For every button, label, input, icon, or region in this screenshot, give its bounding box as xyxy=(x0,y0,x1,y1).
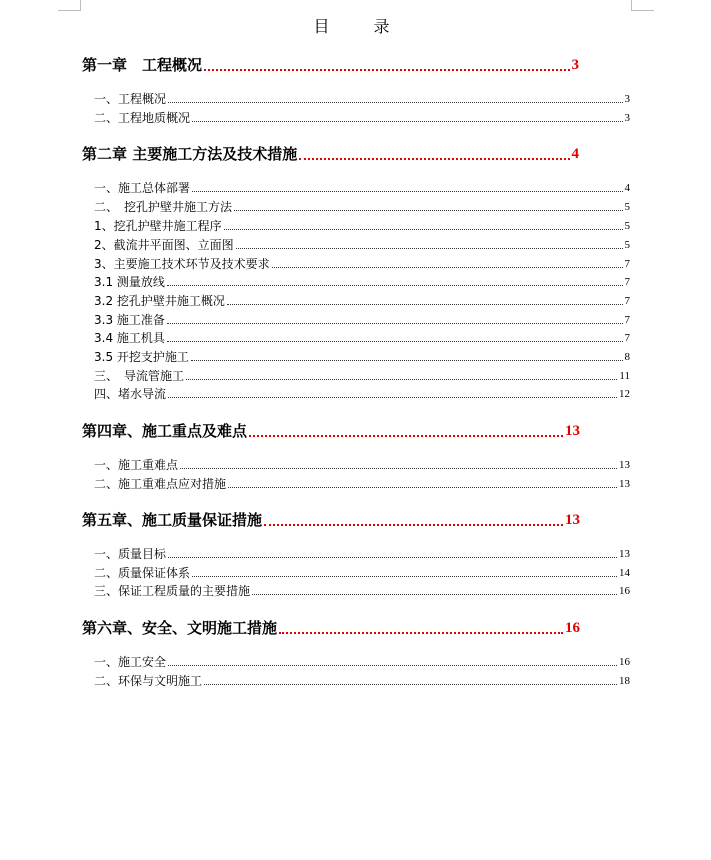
toc-entry[interactable] xyxy=(94,653,630,671)
toc-page-number: 13 xyxy=(565,512,580,528)
toc-page-number: 16 xyxy=(565,620,580,636)
toc-page-number: 7 xyxy=(624,314,630,326)
toc-entry[interactable] xyxy=(94,582,630,600)
dot-leader xyxy=(252,594,617,595)
toc-chapter-title: 第五章、施工质量保证措施 xyxy=(82,511,263,529)
toc-page-number: 7 xyxy=(624,258,630,270)
toc-chapter-5[interactable] xyxy=(82,508,580,532)
toc-entry[interactable] xyxy=(94,475,630,493)
toc-entry[interactable] xyxy=(94,545,630,563)
toc-entry-title: 二、工程地质概况 xyxy=(94,111,191,125)
toc-chapter-title: 第一章 工程概况 xyxy=(82,56,203,74)
toc-chapter-4[interactable] xyxy=(82,419,580,443)
dot-leader xyxy=(186,379,617,380)
toc-page-number: 18 xyxy=(619,675,630,687)
toc-page-number: 8 xyxy=(624,351,630,363)
toc-page-number: 16 xyxy=(619,656,630,668)
toc-page-number: 13 xyxy=(565,423,580,439)
toc-chapter-title: 第二章 主要施工方法及技术措施 xyxy=(82,145,298,163)
toc-entry-title: 一、施工安全 xyxy=(94,655,167,669)
toc-chapter-1[interactable] xyxy=(82,53,579,77)
toc-chapter-title: 第六章、安全、文明施工措施 xyxy=(82,619,278,637)
toc-entry-title: 3.4 施工机具 xyxy=(94,331,165,345)
toc-page-number: 7 xyxy=(624,276,630,288)
dot-leader xyxy=(279,632,563,634)
toc-page-number: 13 xyxy=(619,459,630,471)
toc-entry[interactable] xyxy=(94,348,630,366)
toc-entry-title: 四、堵水导流 xyxy=(94,387,167,401)
dot-leader xyxy=(167,341,623,342)
toc-entry-title: 一、工程概况 xyxy=(94,92,167,106)
toc-page-number: 5 xyxy=(624,239,630,251)
dot-leader xyxy=(167,323,623,324)
dot-leader xyxy=(264,524,563,526)
toc-entry[interactable] xyxy=(94,292,630,310)
toc-entry[interactable] xyxy=(94,672,630,690)
toc-entry-title: 一、施工重难点 xyxy=(94,458,179,472)
toc-page-number: 13 xyxy=(619,478,630,490)
dot-leader xyxy=(234,210,622,211)
toc-page-number: 12 xyxy=(619,388,630,400)
dot-leader xyxy=(192,121,622,122)
dot-leader xyxy=(168,665,617,666)
dot-leader xyxy=(236,248,623,249)
page-corner-mark-right xyxy=(631,0,654,11)
toc-title: 目 录 xyxy=(313,17,404,36)
toc-page-number: 7 xyxy=(624,295,630,307)
toc-entry[interactable] xyxy=(94,236,630,254)
toc-chapter-2[interactable] xyxy=(82,142,579,166)
toc-entry-title: 一、质量目标 xyxy=(94,547,167,561)
toc-entry[interactable] xyxy=(94,90,630,108)
toc-page-number: 13 xyxy=(619,548,630,560)
dot-leader xyxy=(299,158,569,160)
toc-entry[interactable] xyxy=(94,564,630,582)
toc-entry-title: 1、挖孔护壁井施工程序 xyxy=(94,219,222,233)
toc-page-number: 5 xyxy=(624,201,630,213)
toc-entry[interactable] xyxy=(94,179,630,197)
dot-leader xyxy=(224,229,623,230)
dot-leader xyxy=(249,435,563,437)
page-corner-mark-left xyxy=(58,0,81,11)
toc-page-number: 3 xyxy=(624,112,630,124)
toc-entry[interactable] xyxy=(94,217,630,235)
toc-entry-title: 3.5 开挖支护施工 xyxy=(94,350,189,364)
toc-page-number: 7 xyxy=(624,332,630,344)
toc-entry-title: 3.3 施工准备 xyxy=(94,313,165,327)
toc-page-number: 3 xyxy=(624,93,630,105)
toc-entry-title: 三、 导流管施工 xyxy=(94,369,185,383)
dot-leader xyxy=(191,360,623,361)
toc-entry-title: 3、主要施工技术环节及技术要求 xyxy=(94,257,270,271)
dot-leader xyxy=(192,576,617,577)
toc-entry-title: 二、施工重难点应对措施 xyxy=(94,477,227,491)
toc-entry-title: 2、截流井平面图、立面图 xyxy=(94,238,234,252)
dot-leader xyxy=(168,557,617,558)
toc-chapter-title: 第四章、施工重点及难点 xyxy=(82,422,248,440)
dot-leader xyxy=(204,69,569,71)
toc-entry[interactable] xyxy=(94,273,630,291)
toc-entry-title: 二、质量保证体系 xyxy=(94,566,191,580)
toc-entry[interactable] xyxy=(94,198,630,216)
toc-entry-title: 一、施工总体部署 xyxy=(94,181,191,195)
toc-entry-title: 3.1 测量放线 xyxy=(94,275,165,289)
toc-entry[interactable] xyxy=(94,456,630,474)
dot-leader xyxy=(192,191,622,192)
toc-page-number: 11 xyxy=(619,370,630,382)
toc-entry[interactable] xyxy=(94,385,630,403)
dot-leader xyxy=(272,267,623,268)
toc-entry[interactable] xyxy=(94,329,630,347)
toc-entry[interactable] xyxy=(94,311,630,329)
toc-entry-title: 3.2 挖孔护壁井施工概况 xyxy=(94,294,225,308)
toc-chapter-6[interactable] xyxy=(82,616,580,640)
dot-leader xyxy=(168,102,622,103)
dot-leader xyxy=(204,684,617,685)
toc-entry-title: 二、 挖孔护壁井施工方法 xyxy=(94,200,233,214)
toc-page-number: 4 xyxy=(624,182,630,194)
toc-page-number: 5 xyxy=(624,220,630,232)
dot-leader xyxy=(228,487,617,488)
dot-leader xyxy=(227,304,623,305)
toc-page-number: 3 xyxy=(571,57,579,73)
dot-leader xyxy=(167,285,623,286)
toc-entry[interactable] xyxy=(94,255,630,273)
toc-entry[interactable] xyxy=(94,367,630,385)
toc-entry-title: 二、环保与文明施工 xyxy=(94,674,203,688)
dot-leader xyxy=(168,397,617,398)
toc-page-number: 4 xyxy=(571,146,579,162)
toc-page-number: 16 xyxy=(619,585,630,597)
toc-page-number: 14 xyxy=(619,567,630,579)
toc-entry-title: 三、保证工程质量的主要措施 xyxy=(94,584,251,598)
dot-leader xyxy=(180,468,617,469)
toc-entry[interactable] xyxy=(94,109,630,127)
